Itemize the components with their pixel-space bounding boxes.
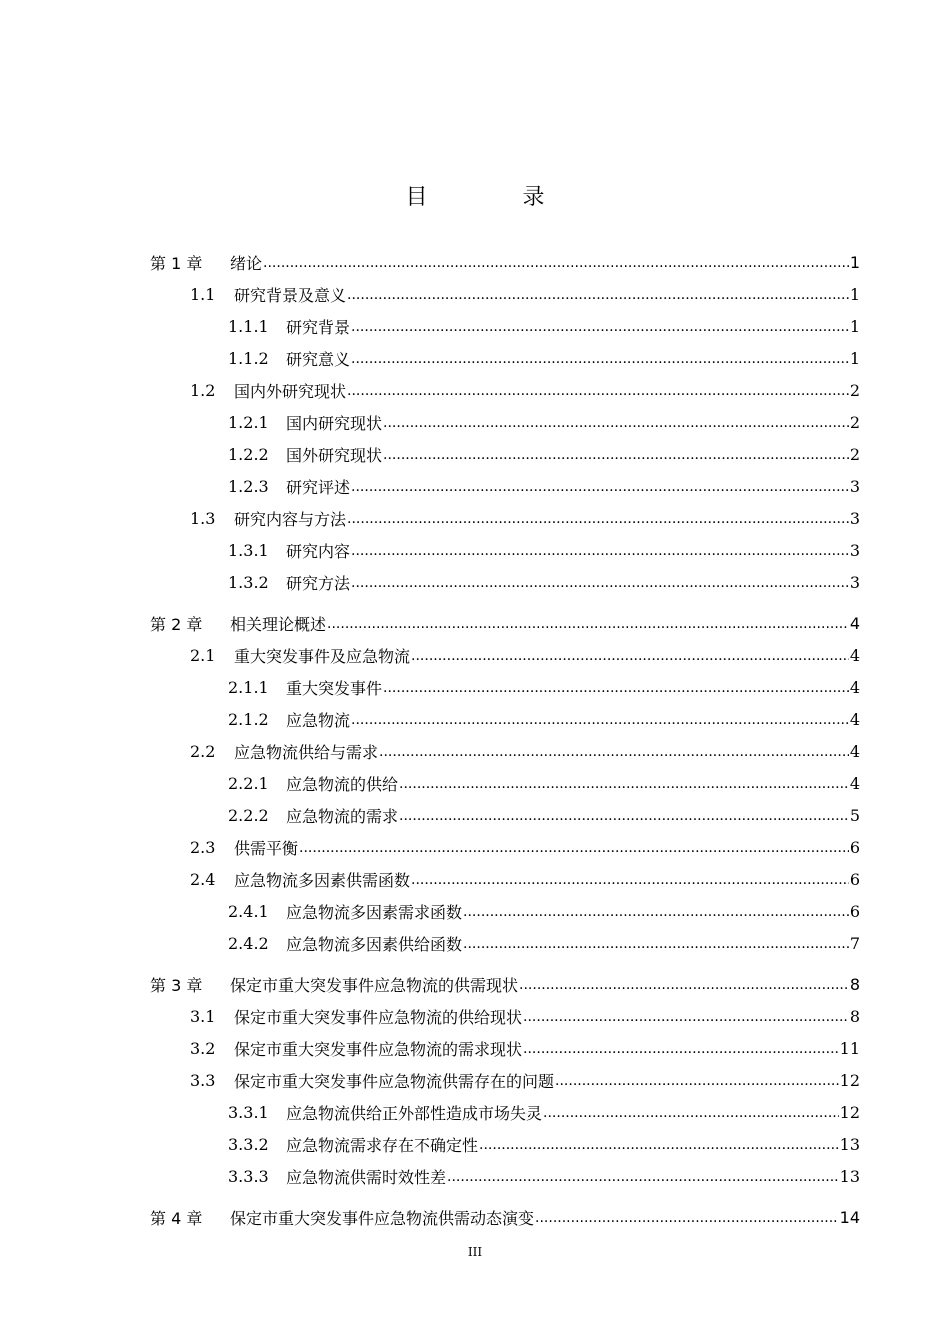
table-of-contents	[150, 246, 860, 1233]
toc-entry-title: 研究评述	[286, 477, 351, 497]
toc-entry-number: 第 2 章	[150, 614, 203, 634]
dot-leader	[327, 614, 849, 632]
toc-entry-number: 2.2.2	[228, 805, 269, 825]
dot-leader	[463, 902, 849, 920]
toc-entry-number: 3.3.3	[228, 1166, 269, 1186]
toc-entry-page: 4	[849, 709, 860, 729]
toc-entry-number: 3.3.2	[228, 1134, 269, 1154]
toc-entry[interactable]	[150, 927, 860, 959]
toc-entry-title: 保定市重大突发事件应急物流的需求现状	[234, 1039, 523, 1059]
toc-entry-title: 国外研究现状	[286, 445, 383, 465]
toc-entry-title: 供需平衡	[234, 838, 299, 858]
toc-entry-number: 2.1.2	[228, 709, 269, 729]
toc-entry-number: 1.3.2	[228, 572, 269, 592]
toc-entry-title: 研究背景	[286, 317, 351, 337]
toc-entry[interactable]	[150, 246, 860, 278]
toc-entry-title: 应急物流需求存在不确定性	[286, 1135, 479, 1155]
toc-entry-page: 2	[849, 444, 860, 464]
toc-entry-page: 2	[849, 380, 860, 400]
toc-entry[interactable]	[150, 767, 860, 799]
toc-entry-title: 相关理论概述	[230, 614, 327, 634]
dot-leader	[383, 445, 849, 463]
dot-leader	[379, 742, 849, 760]
dot-leader	[555, 1071, 839, 1089]
toc-entry-number: 第 1 章	[150, 253, 203, 273]
toc-entry-title: 保定市重大突发事件应急物流供需存在的问题	[234, 1071, 555, 1091]
dot-leader	[347, 381, 849, 399]
dot-leader	[399, 806, 849, 824]
toc-entry-title: 应急物流供需时效性差	[286, 1167, 447, 1187]
toc-entry-number: 2.1	[190, 645, 216, 665]
toc-entry[interactable]	[150, 1000, 860, 1032]
page-title: 目 录	[405, 185, 589, 210]
toc-entry-number: 1.2	[190, 380, 216, 400]
toc-entry[interactable]	[150, 566, 860, 598]
toc-entry-page: 6	[849, 869, 860, 889]
toc-entry[interactable]	[150, 607, 860, 639]
toc-entry[interactable]	[150, 438, 860, 470]
toc-entry-title: 重大突发事件及应急物流	[234, 646, 411, 666]
toc-entry-number: 1.3	[190, 508, 216, 528]
toc-entry-number: 2.4.2	[228, 933, 269, 953]
toc-entry[interactable]	[150, 1160, 860, 1192]
dot-leader	[535, 1208, 839, 1226]
toc-entry[interactable]	[150, 831, 860, 863]
toc-entry-title: 保定市重大突发事件应急物流供需动态演变	[230, 1208, 535, 1228]
toc-entry-page: 3	[849, 540, 860, 560]
toc-entry-page: 8	[849, 974, 860, 994]
toc-entry-page: 5	[849, 805, 860, 825]
dot-leader	[523, 1039, 839, 1057]
toc-entry-page: 3	[849, 572, 860, 592]
toc-entry[interactable]	[150, 895, 860, 927]
toc-entry[interactable]	[150, 968, 860, 1000]
toc-entry[interactable]	[150, 374, 860, 406]
toc-entry[interactable]	[150, 1096, 860, 1128]
dot-leader	[383, 678, 849, 696]
dot-leader	[351, 317, 849, 335]
toc-entry-page: 6	[849, 901, 860, 921]
toc-entry-page: 1	[849, 252, 860, 272]
dot-leader	[351, 710, 849, 728]
toc-entry-title: 国内研究现状	[286, 413, 383, 433]
toc-entry[interactable]	[150, 534, 860, 566]
toc-entry-page: 11	[839, 1038, 860, 1058]
toc-entry-title: 研究背景及意义	[234, 285, 347, 305]
toc-entry-number: 2.2.1	[228, 773, 269, 793]
dot-leader	[399, 774, 849, 792]
toc-entry-title: 应急物流	[286, 710, 351, 730]
toc-entry-title: 国内外研究现状	[234, 381, 347, 401]
toc-entry-number: 1.1	[190, 284, 216, 304]
dot-leader	[411, 870, 849, 888]
toc-entry[interactable]	[150, 639, 860, 671]
toc-entry-number: 1.3.1	[228, 540, 269, 560]
toc-entry[interactable]	[150, 703, 860, 735]
toc-entry-title: 研究方法	[286, 573, 351, 593]
toc-entry-page: 4	[849, 773, 860, 793]
toc-entry-page: 4	[849, 677, 860, 697]
toc-entry-title: 重大突发事件	[286, 678, 383, 698]
toc-entry-title: 应急物流多因素供给函数	[286, 934, 463, 954]
dot-leader	[351, 477, 849, 495]
toc-entry-page: 8	[849, 1006, 860, 1026]
toc-entry-number: 1.2.3	[228, 476, 269, 496]
page-number-footer: III	[467, 1245, 483, 1259]
toc-entry-page: 4	[849, 613, 860, 633]
dot-leader	[447, 1167, 839, 1185]
dot-leader	[351, 349, 849, 367]
toc-entry[interactable]	[150, 671, 860, 703]
toc-entry[interactable]	[150, 406, 860, 438]
toc-entry-title: 应急物流的供给	[286, 774, 399, 794]
toc-entry-page: 12	[839, 1070, 860, 1090]
toc-entry-page: 1	[849, 284, 860, 304]
toc-entry[interactable]	[150, 1201, 860, 1233]
dot-leader	[347, 509, 849, 527]
toc-entry-number: 3.3	[190, 1070, 216, 1090]
toc-entry-number: 1.1.1	[228, 316, 269, 336]
toc-entry-title: 应急物流多因素供需函数	[234, 870, 411, 890]
toc-entry[interactable]	[150, 310, 860, 342]
toc-entry-number: 1.2.2	[228, 444, 269, 464]
toc-entry-number: 1.1.2	[228, 348, 269, 368]
dot-leader	[351, 573, 849, 591]
toc-entry-page: 6	[849, 837, 860, 857]
toc-entry-title: 绪论	[230, 253, 263, 273]
toc-entry[interactable]	[150, 342, 860, 374]
dot-leader	[463, 934, 849, 952]
toc-entry-title: 研究意义	[286, 349, 351, 369]
toc-entry[interactable]	[150, 470, 860, 502]
dot-leader	[383, 413, 849, 431]
toc-entry-number: 1.2.1	[228, 412, 269, 432]
toc-entry-page: 4	[849, 645, 860, 665]
toc-entry-number: 3.3.1	[228, 1102, 269, 1122]
toc-entry-number: 2.2	[190, 741, 216, 761]
toc-entry-title: 研究内容与方法	[234, 509, 347, 529]
dot-leader	[411, 646, 849, 664]
toc-entry-page: 13	[839, 1134, 860, 1154]
toc-entry-title: 保定市重大突发事件应急物流的供给现状	[234, 1007, 523, 1027]
toc-entry-page: 3	[849, 508, 860, 528]
dot-leader	[351, 541, 849, 559]
toc-entry-page: 1	[849, 348, 860, 368]
toc-entry-page: 12	[839, 1102, 860, 1122]
toc-entry-page: 2	[849, 412, 860, 432]
toc-entry-number: 2.1.1	[228, 677, 269, 697]
toc-entry[interactable]	[150, 1064, 860, 1096]
toc-entry-page: 4	[849, 741, 860, 761]
toc-entry-number: 2.4	[190, 869, 216, 889]
toc-entry-number: 第 3 章	[150, 975, 203, 995]
toc-entry-page: 7	[849, 933, 860, 953]
toc-entry[interactable]	[150, 1032, 860, 1064]
toc-entry[interactable]	[150, 863, 860, 895]
toc-entry-page: 14	[839, 1207, 860, 1227]
toc-entry-number: 3.2	[190, 1038, 216, 1058]
toc-entry-number: 第 4 章	[150, 1208, 203, 1228]
toc-entry-title: 应急物流多因素需求函数	[286, 902, 463, 922]
toc-entry[interactable]	[150, 735, 860, 767]
toc-entry[interactable]	[150, 1128, 860, 1160]
toc-entry-page: 13	[839, 1166, 860, 1186]
toc-entry-title: 应急物流供给与需求	[234, 742, 379, 762]
dot-leader	[299, 838, 849, 856]
toc-entry-page: 1	[849, 316, 860, 336]
dot-leader	[543, 1103, 839, 1121]
toc-entry-page: 3	[849, 476, 860, 496]
toc-entry-number: 2.4.1	[228, 901, 269, 921]
toc-entry[interactable]	[150, 799, 860, 831]
dot-leader	[263, 253, 849, 271]
dot-leader	[347, 285, 849, 303]
toc-entry-title: 应急物流的需求	[286, 806, 399, 826]
toc-entry-title: 研究内容	[286, 541, 351, 561]
toc-entry-title: 应急物流供给正外部性造成市场失灵	[286, 1103, 543, 1123]
toc-entry[interactable]	[150, 502, 860, 534]
dot-leader	[523, 1007, 849, 1025]
dot-leader	[479, 1135, 839, 1153]
toc-entry-number: 2.3	[190, 837, 216, 857]
dot-leader	[519, 975, 849, 993]
toc-entry[interactable]	[150, 278, 860, 310]
toc-entry-title: 保定市重大突发事件应急物流的供需现状	[230, 975, 519, 995]
toc-entry-number: 3.1	[190, 1006, 216, 1026]
